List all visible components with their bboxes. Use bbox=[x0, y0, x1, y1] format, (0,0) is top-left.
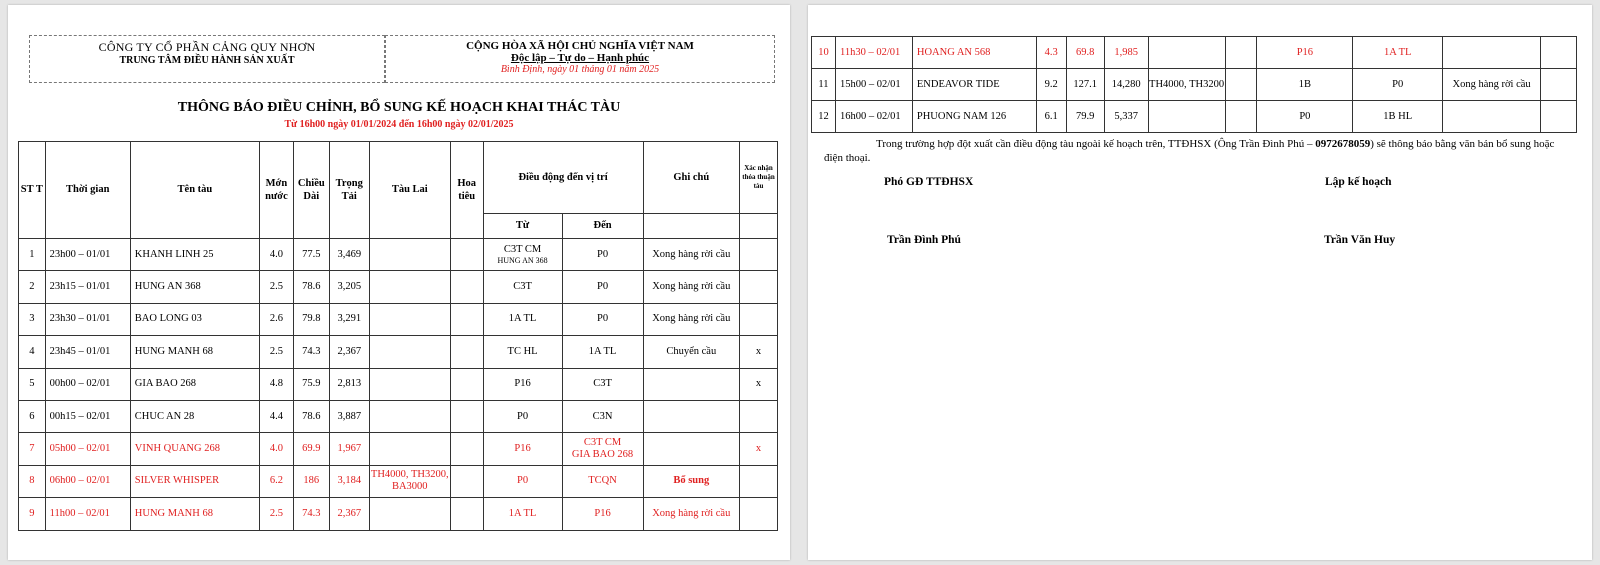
cell-ship-name: SILVER WHISPER bbox=[130, 465, 259, 497]
note-phone: 0972678059 bbox=[1315, 138, 1371, 150]
cell-time: 23h15 – 01/01 bbox=[45, 271, 130, 303]
cell-ship-name: HUNG MANH 68 bbox=[130, 336, 259, 368]
table-row bbox=[19, 271, 778, 303]
cell-tug bbox=[1148, 37, 1225, 69]
cell-note bbox=[1443, 101, 1541, 133]
table-row bbox=[812, 101, 1577, 133]
cell-from: P16 bbox=[483, 433, 562, 465]
cell-confirm bbox=[1540, 37, 1576, 69]
cell-confirm bbox=[1540, 69, 1576, 101]
cell-from: C3T CM HUNG AN 368 bbox=[483, 239, 562, 271]
cell-to: 1A TL bbox=[1353, 37, 1443, 69]
cell-time: 00h15 – 02/01 bbox=[45, 400, 130, 432]
cell-tonnage: 14,280 bbox=[1104, 69, 1148, 101]
national-title: CỘNG HÒA XÃ HỘI CHỦ NGHĨA VIỆT NAM bbox=[466, 40, 694, 52]
cell-time: 11h30 – 02/01 bbox=[835, 37, 912, 69]
table-row bbox=[19, 465, 778, 497]
header-to: Đến bbox=[562, 214, 643, 239]
table-row bbox=[19, 336, 778, 368]
header-tonnage: Trọng Tải bbox=[329, 142, 369, 239]
cell-time: 23h45 – 01/01 bbox=[45, 336, 130, 368]
cell-tug: TH4000, TH3200 bbox=[1148, 69, 1225, 101]
table-row bbox=[812, 37, 1577, 69]
cell-ship-name: HOANG AN 568 bbox=[912, 37, 1036, 69]
cell-confirm bbox=[1540, 101, 1576, 133]
cell-to: P0 bbox=[562, 303, 643, 335]
cell-from: TC HL bbox=[483, 336, 562, 368]
header-note: Ghi chú bbox=[643, 142, 739, 214]
cell-ship-name: BAO LONG 03 bbox=[130, 303, 259, 335]
cell-tug bbox=[369, 400, 450, 432]
signature-right-title: Lập kế hoạch bbox=[1325, 176, 1392, 188]
cell-note: Chuyển cầu bbox=[643, 336, 739, 368]
cell-stt: 5 bbox=[19, 368, 46, 400]
header-stt: ST T bbox=[19, 142, 46, 239]
cell-confirm bbox=[739, 239, 777, 271]
cell-from: P0 bbox=[483, 465, 562, 497]
cell-stt: 10 bbox=[812, 37, 836, 69]
cell-confirm bbox=[739, 400, 777, 432]
cell-confirm bbox=[739, 271, 777, 303]
cell-draft: 2.6 bbox=[260, 303, 294, 335]
cell-draft: 4.3 bbox=[1036, 37, 1066, 69]
cell-draft: 2.5 bbox=[260, 336, 294, 368]
cell-note bbox=[1443, 37, 1541, 69]
cell-tonnage: 1,985 bbox=[1104, 37, 1148, 69]
contingency-note bbox=[824, 138, 1564, 166]
cell-tonnage: 5,337 bbox=[1104, 101, 1148, 133]
place-date: Bình Định, ngày 01 tháng 01 năm 2025 bbox=[500, 64, 660, 75]
cell-time: 00h00 – 02/01 bbox=[45, 368, 130, 400]
cell-ship-name: HUNG MANH 68 bbox=[130, 498, 259, 530]
cell-tonnage: 3,469 bbox=[329, 239, 369, 271]
document-page-2 bbox=[808, 5, 1592, 560]
cell-draft: 6.1 bbox=[1036, 101, 1066, 133]
header-length: Chiều Dài bbox=[293, 142, 329, 239]
cell-tonnage: 3,184 bbox=[329, 465, 369, 497]
cell-pilot bbox=[450, 239, 483, 271]
cell-stt: 6 bbox=[19, 400, 46, 432]
document-title: THÔNG BÁO ĐIỀU CHỈNH, BỔ SUNG KẾ HOẠCH KHAI THÁC TÀU bbox=[177, 100, 621, 115]
cell-note bbox=[643, 400, 739, 432]
cell-stt: 9 bbox=[19, 498, 46, 530]
header-pilot: Hoa tiêu bbox=[450, 142, 483, 239]
cell-confirm: x bbox=[739, 368, 777, 400]
cell-length: 69.8 bbox=[1066, 37, 1104, 69]
cell-note bbox=[643, 368, 739, 400]
cell-pilot bbox=[1225, 69, 1257, 101]
company-name: CÔNG TY CỔ PHẦN CẢNG QUY NHƠN bbox=[98, 40, 316, 54]
cell-from: P0 bbox=[1257, 101, 1353, 133]
table-row bbox=[19, 400, 778, 432]
cell-pilot bbox=[450, 465, 483, 497]
cell-length: 69.9 bbox=[293, 433, 329, 465]
cell-stt: 7 bbox=[19, 433, 46, 465]
cell-pilot bbox=[450, 368, 483, 400]
cell-tonnage: 2,813 bbox=[329, 368, 369, 400]
cell-from: 1A TL bbox=[483, 498, 562, 530]
cell-tug bbox=[369, 368, 450, 400]
table-row bbox=[19, 368, 778, 400]
cell-note: Xong hàng rời cầu bbox=[643, 498, 739, 530]
cell-stt: 11 bbox=[812, 69, 836, 101]
cell-tug: TH4000, TH3200, BA3000 bbox=[369, 465, 450, 497]
table-row bbox=[19, 433, 778, 465]
cell-note: Xong hàng rời cầu bbox=[643, 303, 739, 335]
cell-to: C3T CM GIA BAO 268 bbox=[562, 433, 643, 465]
cell-draft: 4.4 bbox=[260, 400, 294, 432]
cell-draft: 2.5 bbox=[260, 498, 294, 530]
cell-note: Xong hàng rời cầu bbox=[643, 239, 739, 271]
cell-pilot bbox=[450, 336, 483, 368]
cell-confirm bbox=[739, 303, 777, 335]
cell-length: 79.9 bbox=[1066, 101, 1104, 133]
cell-tonnage: 3,291 bbox=[329, 303, 369, 335]
cell-length: 186 bbox=[293, 465, 329, 497]
cell-time: 06h00 – 02/01 bbox=[45, 465, 130, 497]
cell-note: Xong hàng rời cầu bbox=[643, 271, 739, 303]
cell-length: 74.3 bbox=[293, 498, 329, 530]
cell-to: 1A TL bbox=[562, 336, 643, 368]
document-subtitle: Từ 16h00 ngày 01/01/2024 đến 16h00 ngày 02/01/2025 bbox=[284, 119, 514, 130]
cell-tonnage: 3,887 bbox=[329, 400, 369, 432]
cell-length: 78.6 bbox=[293, 271, 329, 303]
signature-left-name: Trần Đình Phú bbox=[887, 234, 961, 246]
cell-draft: 9.2 bbox=[1036, 69, 1066, 101]
national-header bbox=[385, 35, 775, 83]
cell-from: P0 bbox=[483, 400, 562, 432]
ship-plan-table bbox=[18, 141, 778, 531]
cell-pilot bbox=[1225, 101, 1257, 133]
cell-ship-name: HUNG AN 368 bbox=[130, 271, 259, 303]
cell-to: P0 bbox=[562, 239, 643, 271]
cell-from: C3T bbox=[483, 271, 562, 303]
cell-tug bbox=[369, 336, 450, 368]
cell-length: 79.8 bbox=[293, 303, 329, 335]
cell-stt: 4 bbox=[19, 336, 46, 368]
cell-ship-name: GIA BAO 268 bbox=[130, 368, 259, 400]
cell-tug bbox=[1148, 101, 1225, 133]
cell-note: Bổ sung bbox=[643, 465, 739, 497]
cell-ship-name: KHANH LINH 25 bbox=[130, 239, 259, 271]
cell-tonnage: 2,367 bbox=[329, 336, 369, 368]
cell-stt: 12 bbox=[812, 101, 836, 133]
table-row bbox=[19, 239, 778, 271]
cell-time: 23h00 – 01/01 bbox=[45, 239, 130, 271]
cell-pilot bbox=[450, 400, 483, 432]
national-motto: Độc lập – Tự do – Hạnh phúc bbox=[510, 52, 650, 64]
cell-stt: 3 bbox=[19, 303, 46, 335]
cell-draft: 4.0 bbox=[260, 433, 294, 465]
cell-from: 1B bbox=[1257, 69, 1353, 101]
cell-stt: 1 bbox=[19, 239, 46, 271]
document-page-1 bbox=[8, 5, 790, 560]
cell-to: P16 bbox=[562, 498, 643, 530]
cell-time: 16h00 – 02/01 bbox=[835, 101, 912, 133]
table-row bbox=[812, 69, 1577, 101]
cell-length: 77.5 bbox=[293, 239, 329, 271]
cell-length: 75.9 bbox=[293, 368, 329, 400]
cell-pilot bbox=[450, 498, 483, 530]
cell-to: P0 bbox=[1353, 69, 1443, 101]
ship-plan-table-continued bbox=[811, 36, 1577, 133]
cell-to: C3T bbox=[562, 368, 643, 400]
cell-to: P0 bbox=[562, 271, 643, 303]
cell-ship-name: VINH QUANG 268 bbox=[130, 433, 259, 465]
cell-time: 23h30 – 01/01 bbox=[45, 303, 130, 335]
header-tug: Tàu Lai bbox=[369, 142, 450, 239]
cell-stt: 8 bbox=[19, 465, 46, 497]
cell-to: C3N bbox=[562, 400, 643, 432]
cell-draft: 6.2 bbox=[260, 465, 294, 497]
header-from: Từ bbox=[483, 214, 562, 239]
cell-from: P16 bbox=[1257, 37, 1353, 69]
cell-tug bbox=[369, 271, 450, 303]
cell-from: P16 bbox=[483, 368, 562, 400]
header-ship-name: Tên tàu bbox=[130, 142, 259, 239]
cell-confirm: x bbox=[739, 433, 777, 465]
cell-note: Xong hàng rời cầu bbox=[1443, 69, 1541, 101]
cell-length: 78.6 bbox=[293, 400, 329, 432]
company-department: TRUNG TÂM ĐIỀU HÀNH SẢN XUẤT bbox=[119, 55, 295, 66]
cell-pilot bbox=[1225, 37, 1257, 69]
signature-right-name: Trần Văn Huy bbox=[1324, 234, 1396, 246]
cell-length: 127.1 bbox=[1066, 69, 1104, 101]
header-note-blank bbox=[643, 214, 739, 239]
cell-stt: 2 bbox=[19, 271, 46, 303]
cell-tug bbox=[369, 433, 450, 465]
header-confirm: Xác nhận thỏa thuận tàu bbox=[739, 142, 777, 214]
header-confirm-blank bbox=[739, 214, 777, 239]
cell-from: 1A TL bbox=[483, 303, 562, 335]
signature-left-title: Phó GĐ TTĐHSX bbox=[884, 176, 974, 188]
cell-confirm: x bbox=[739, 336, 777, 368]
cell-to: 1B HL bbox=[1353, 101, 1443, 133]
cell-length: 74.3 bbox=[293, 336, 329, 368]
note-text-before: Trong trường hợp đột xuất cần điều động tàu ngoài kế hoạch trên, TTĐHSX (Ông Trần Đình Phú – bbox=[876, 138, 1316, 150]
cell-tug bbox=[369, 498, 450, 530]
cell-to: TCQN bbox=[562, 465, 643, 497]
table-row bbox=[19, 303, 778, 335]
cell-time: 05h00 – 02/01 bbox=[45, 433, 130, 465]
header-draft: Mớn nước bbox=[260, 142, 294, 239]
cell-confirm bbox=[739, 498, 777, 530]
header-move-to: Điều động đến vị trí bbox=[483, 142, 643, 214]
cell-draft: 4.0 bbox=[260, 239, 294, 271]
cell-tonnage: 2,367 bbox=[329, 498, 369, 530]
cell-tonnage: 3,205 bbox=[329, 271, 369, 303]
cell-tug bbox=[369, 303, 450, 335]
cell-pilot bbox=[450, 271, 483, 303]
cell-time: 15h00 – 02/01 bbox=[835, 69, 912, 101]
cell-ship-name: ENDEAVOR TIDE bbox=[912, 69, 1036, 101]
cell-tug bbox=[369, 239, 450, 271]
cell-draft: 2.5 bbox=[260, 271, 294, 303]
cell-confirm bbox=[739, 465, 777, 497]
cell-pilot bbox=[450, 303, 483, 335]
company-header bbox=[29, 35, 385, 83]
cell-ship-name: PHUONG NAM 126 bbox=[912, 101, 1036, 133]
cell-tonnage: 1,967 bbox=[329, 433, 369, 465]
cell-pilot bbox=[450, 433, 483, 465]
cell-draft: 4.8 bbox=[260, 368, 294, 400]
header-time: Thời gian bbox=[45, 142, 130, 239]
cell-ship-name: CHUC AN 28 bbox=[130, 400, 259, 432]
cell-time: 11h00 – 02/01 bbox=[45, 498, 130, 530]
cell-note bbox=[643, 433, 739, 465]
note-text-after: ) sẽ thông báo bằng văn bản bổ sung hoặc điện thoại. bbox=[824, 138, 1555, 164]
table-row bbox=[19, 498, 778, 530]
